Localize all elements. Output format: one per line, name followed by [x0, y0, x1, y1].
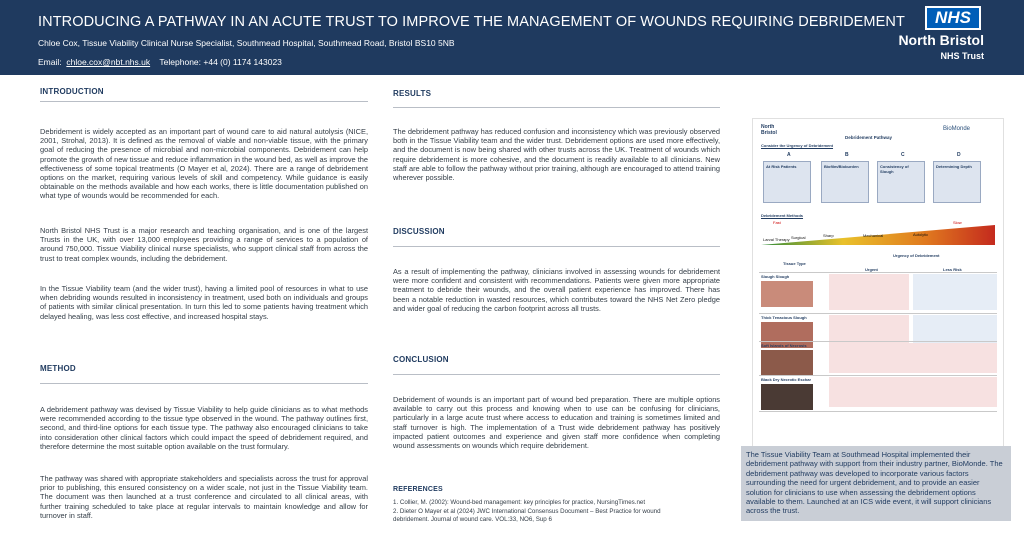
divider	[40, 383, 368, 384]
table-divider	[759, 375, 997, 376]
conclusion-heading: CONCLUSION	[393, 355, 449, 364]
results-heading: RESULTS	[393, 89, 432, 98]
discussion-para: As a result of implementing the pathway, clinicians involved in assessing wounds for debridement were more confident and consistent with recommendations. Patients were given more appropriate treatment to debride their wounds, and the overall patient experience has improved. There has been a notable reduction in wasted resources, which contributes toward the NHS Net Zero pledge and wider goal of reducing the carbon footprint across all trusts.	[393, 267, 720, 313]
method-para-2: The pathway was shared with appropriate stakeholders and specialists across the trust for approval prior to publishing, this ensured consistency on a wider scale, not just in the Tissue Viability team. The document was then launched at a trust conference and circulated to all clinical areas, with further training scheduled to take place at regular intervals to maintain knowledge and allow for turnover in staff.	[40, 474, 368, 520]
category-letter: B	[845, 152, 849, 158]
email-label: Email:	[38, 57, 62, 67]
telephone: Telephone: +44 (0) 1174 143023	[159, 57, 282, 67]
category-letter: A	[787, 152, 791, 158]
divider	[393, 374, 720, 375]
category-letter: C	[901, 152, 905, 158]
bar-label: Larval Therapy	[763, 237, 790, 242]
method-para-1: A debridement pathway was devised by Tissue Viability to help guide clinicians as to what methods were recommended according to the tissue type observed in the wound. The pathway outlines first, second, and third-line options for each tissue type. The pathway also encouraged clinicians to take into consideration other clinical factors which could impact the speed of debridement required, and therefore determine the most suitable option available on the trust formulary.	[40, 405, 368, 451]
category-letter: D	[957, 152, 961, 158]
category-box	[877, 161, 925, 203]
org-subtitle: NHS Trust	[940, 51, 984, 61]
urgent-label: Urgent	[865, 267, 878, 272]
urgent-cell	[829, 343, 997, 373]
urgent-cell	[829, 377, 997, 407]
figure-logo-left-top: North	[761, 124, 775, 130]
table-divider	[759, 272, 997, 273]
results-para: The debridement pathway has reduced confusion and inconsistency which was previously observed both in the Tissue Viability team and the wider trust. Debridement options are used more effectively, and the document is now being shared with other trusts across the UK. Treatment of wounds which require debridement is more cohesive, and the document is readily available to all clinicians. New staff are able to follow the pathway without prior training, although are encouraged to attend training wherever possible.	[393, 127, 720, 183]
biomonde-logo: BioMonde	[943, 126, 971, 132]
urgent-cell	[829, 274, 909, 310]
divider	[393, 107, 720, 108]
figure-title: Debridement Pathway	[845, 135, 893, 140]
method-heading: METHOD	[40, 364, 76, 373]
figure-logo-left-bottom: Bristol	[761, 130, 777, 136]
bar-label: Sharp	[823, 233, 834, 238]
reference-2: 2. Dieter O Mayer et al (2024) JWC International Consensus Document – Best Practice for wound debridement. Journal of wound care. VOL:33, NO6, Sup 6	[393, 508, 661, 523]
wound-photo	[761, 350, 813, 376]
wound-photo	[761, 384, 813, 410]
introduction-para-2: North Bristol NHS Trust is a major research and teaching organisation, and is one of the largest Trusts in the UK, with over 13,000 employees providing a range of services to a population of around 750,000. Tissue Viability clinical nurse specialists, who support clinical staff from across the trust to treat complex wounds, including the debridement.	[40, 226, 368, 263]
poster-header	[0, 0, 1024, 75]
wound-photo	[761, 281, 813, 307]
figure-subtitle: Consider the Urgency of Debridement	[761, 143, 834, 148]
tissue-type-header: Tissue Type	[783, 261, 806, 266]
category-box	[763, 161, 811, 203]
category-label: Determining Depth	[936, 164, 972, 169]
discussion-heading: DISCUSSION	[393, 227, 445, 236]
references-heading: REFERENCES	[393, 486, 443, 493]
contact-line	[38, 57, 282, 67]
category-box	[821, 161, 869, 203]
less-urgent-label: Less Risk	[943, 267, 962, 272]
tissue-row-label: Slough Slough	[761, 274, 790, 279]
email-link[interactable]: chloe.cox@nbt.nhs.uk	[66, 57, 151, 67]
table-divider	[759, 411, 997, 412]
introduction-heading: INTRODUCTION	[40, 87, 104, 96]
org-name: North Bristol	[898, 32, 984, 48]
table-divider	[759, 313, 997, 314]
category-label: Biofilm/Bioburden	[824, 164, 859, 169]
divider	[40, 101, 368, 102]
introduction-para-1: Debridement is widely accepted as an important part of wound care to aid natural autolysis (NICE, 2001, Strohal, 2013). It is defined as the removal of viable and non-viable tissue, with the primary goal of reducing the presence of microbial and non-microbial components. Debridement can help promote the growth of new tissue and reduce inflammation in the wound bed, as well as improve the effectiveness of some topical treatments (O Mayer et al, 2024). There are a range of debridement options on the market, requiring various levels of skill and competency. While guidance is easily obtainable on the methods available and how each works, there is little documentation published on what type of wounds would be recommended for each.	[40, 127, 368, 201]
nhs-logo-text: NHS	[927, 8, 979, 28]
category-box	[933, 161, 981, 203]
bar-label: Mechanical	[863, 233, 884, 238]
nhs-logo	[925, 6, 981, 30]
less-urgent-cell	[913, 274, 997, 310]
conclusion-para: Debridement of wounds is an important part of wound bed preparation. There are multiple options available to carry out this process and knowing when to use can be confusing for clinicians, particularly in a large acute trust where access to education and training is sometimes limited and staff turnover is high. The implementation of a Trust wide debridement pathway has positively impacted patient outcomes and experience and given staff more confidence when completing wound assessments on wounds which require debridement.	[393, 395, 720, 451]
bar-label: Autolytic	[913, 232, 929, 237]
speed-label-fast: Fast	[773, 220, 781, 225]
table-divider	[759, 341, 997, 342]
tissue-row-label: Thick Tenacious Slough	[761, 315, 807, 320]
summary-text: The Tissue Viability Team at Southmead Hospital implemented their debridement pathway with support from their industry partner, BioMonde. The debridement pathway was developed to incorporate various factors surrounding the need for urgent debridement, and to provide an easier solution for clinicians to use when assessing the debridement options available to them. Launched at an ICS wide event, it will support clinicians across the trust.	[746, 450, 1003, 516]
methods-label: Debridement Methods	[761, 213, 804, 218]
category-label: Consistency of Slough	[880, 164, 909, 174]
poster-title: INTRODUCING A PATHWAY IN AN ACUTE TRUST TO IMPROVE THE MANAGEMENT OF WOUNDS REQUIRING DEBRIDEMENT	[38, 14, 905, 30]
tissue-row-label: Black Dry Necrotic Eschar	[761, 377, 812, 382]
introduction-para-3: In the Tissue Viability team (and the wider trust), having a limited pool of resources in what to use when debriding wounds resulted in inconsistency in treatment, used both on individuals and groups of patients with similar clinical presentation. In turn this led to some patients having treatment which delayed healing, was less cost effective, and increased hospital stays.	[40, 284, 368, 321]
bar-label: Surgical	[791, 235, 806, 240]
urgency-header: Urgency of Debridement	[893, 253, 940, 258]
divider	[393, 246, 720, 247]
reference-1: 1. Collier, M. (2002): Wound-bed management: key principles for practice, NursingTimes.net	[393, 499, 646, 506]
debridement-pathway-figure	[752, 118, 1004, 450]
author-line: Chloe Cox, Tissue Viability Clinical Nurse Specialist, Southmead Hospital, Southmead Road, Bristol BS10 5NB	[38, 38, 455, 48]
tissue-row-label: Soft Islands of Necrosis	[761, 343, 807, 348]
summary-box	[741, 446, 1011, 521]
category-label: At Risk Patients	[766, 164, 797, 169]
speed-label-slow: Slow	[953, 220, 962, 225]
